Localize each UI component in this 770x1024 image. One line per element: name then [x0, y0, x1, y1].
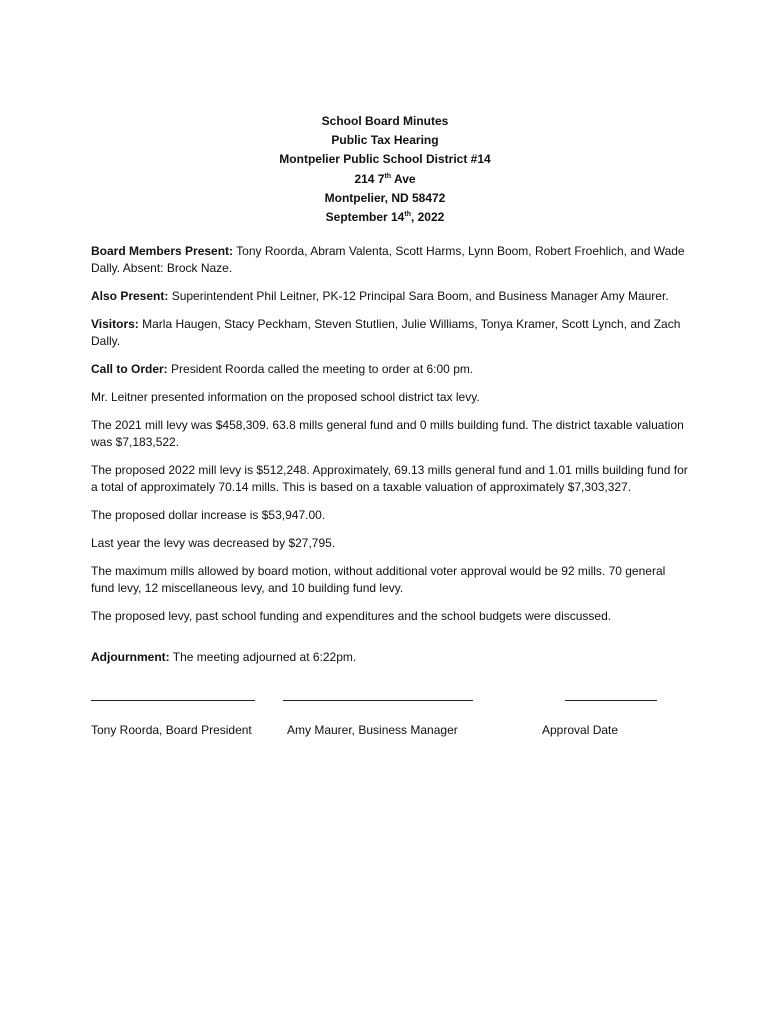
address-superscript: th	[384, 172, 392, 180]
header-title: School Board Minutes	[321, 114, 449, 128]
board-members-paragraph	[91, 243, 691, 277]
approval-date-label: Approval Date	[542, 723, 619, 737]
date-year: , 2022	[410, 210, 445, 225]
header-date	[0, 208, 770, 227]
adjournment-paragraph	[91, 649, 691, 666]
header-city: Montpelier, ND 58472	[324, 190, 446, 205]
last-year-paragraph: Last year the levy was decreased by $27,795.	[91, 536, 336, 550]
president-signature-label: Tony Roorda, Board President	[91, 723, 252, 737]
header-district: Montpelier Public School District #14	[279, 152, 491, 167]
approval-date-line	[565, 700, 657, 701]
visitors-paragraph	[91, 316, 691, 350]
call-to-order-paragraph	[91, 361, 691, 378]
date-month-day: September 14	[325, 210, 405, 225]
levy-2021-paragraph: The 2021 mill levy was $458,309. 63.8 mills general fund and 0 mills building fund. The district taxable valuation was $7,183,522.	[91, 418, 684, 449]
board-members-label: Board Members Present:	[91, 244, 234, 258]
call-to-order-text: President Roorda called the meeting to order at 6:00 pm.	[167, 362, 474, 376]
levy-info-paragraph: Mr. Leitner presented information on the proposed school district tax levy.	[91, 390, 480, 404]
call-to-order-label: Call to Order:	[91, 362, 168, 376]
dollar-increase-paragraph: The proposed dollar increase is $53,947.00.	[91, 508, 326, 522]
visitors-text: Marla Haugen, Stacy Peckham, Steven Stutlien, Julie Williams, Tonya Kramer, Scott Lynch, and Zach Dally.	[91, 317, 681, 348]
board-members-text: Tony Roorda, Abram Valenta, Scott Harms, Lynn Boom, Robert Froehlich, and Wade Dally. Absent: Brock Naze.	[91, 244, 685, 275]
manager-signature-label: Amy Maurer, Business Manager	[287, 723, 458, 737]
header-address	[0, 170, 770, 189]
maximum-mills-paragraph: The maximum mills allowed by board motion, without additional voter approval would be 92 mills. 70 general fund levy, 12 miscellaneous levy, and 10 building fund levy.	[91, 564, 666, 595]
also-present-label: Also Present:	[91, 289, 169, 303]
header-subtitle: Public Tax Hearing	[331, 133, 439, 148]
also-present-paragraph	[91, 288, 691, 305]
manager-signature-line	[283, 700, 473, 701]
visitors-label: Visitors:	[91, 317, 139, 331]
adjournment-label: Adjournment:	[91, 650, 170, 664]
discussion-paragraph: The proposed levy, past school funding and expenditures and the school budgets were discussed.	[91, 609, 612, 623]
levy-2022-paragraph: The proposed 2022 mill levy is $512,248. Approximately, 69.13 mills general fund and 1.01 mills building fund for a total of approximately 70.14 mills. This is based on a taxable valuation of approximately $7,303,327.	[91, 463, 688, 494]
address-street: Ave	[391, 171, 416, 186]
adjournment-text: The meeting adjourned at 6:22pm.	[169, 650, 357, 664]
also-present-text: Superintendent Phil Leitner, PK-12 Principal Sara Boom, and Business Manager Amy Maurer.	[168, 289, 669, 303]
president-signature-line	[91, 700, 255, 701]
date-superscript: th	[404, 211, 411, 219]
minutes-body	[91, 243, 691, 677]
document-header	[0, 112, 770, 227]
address-number: 214 7	[354, 171, 385, 186]
